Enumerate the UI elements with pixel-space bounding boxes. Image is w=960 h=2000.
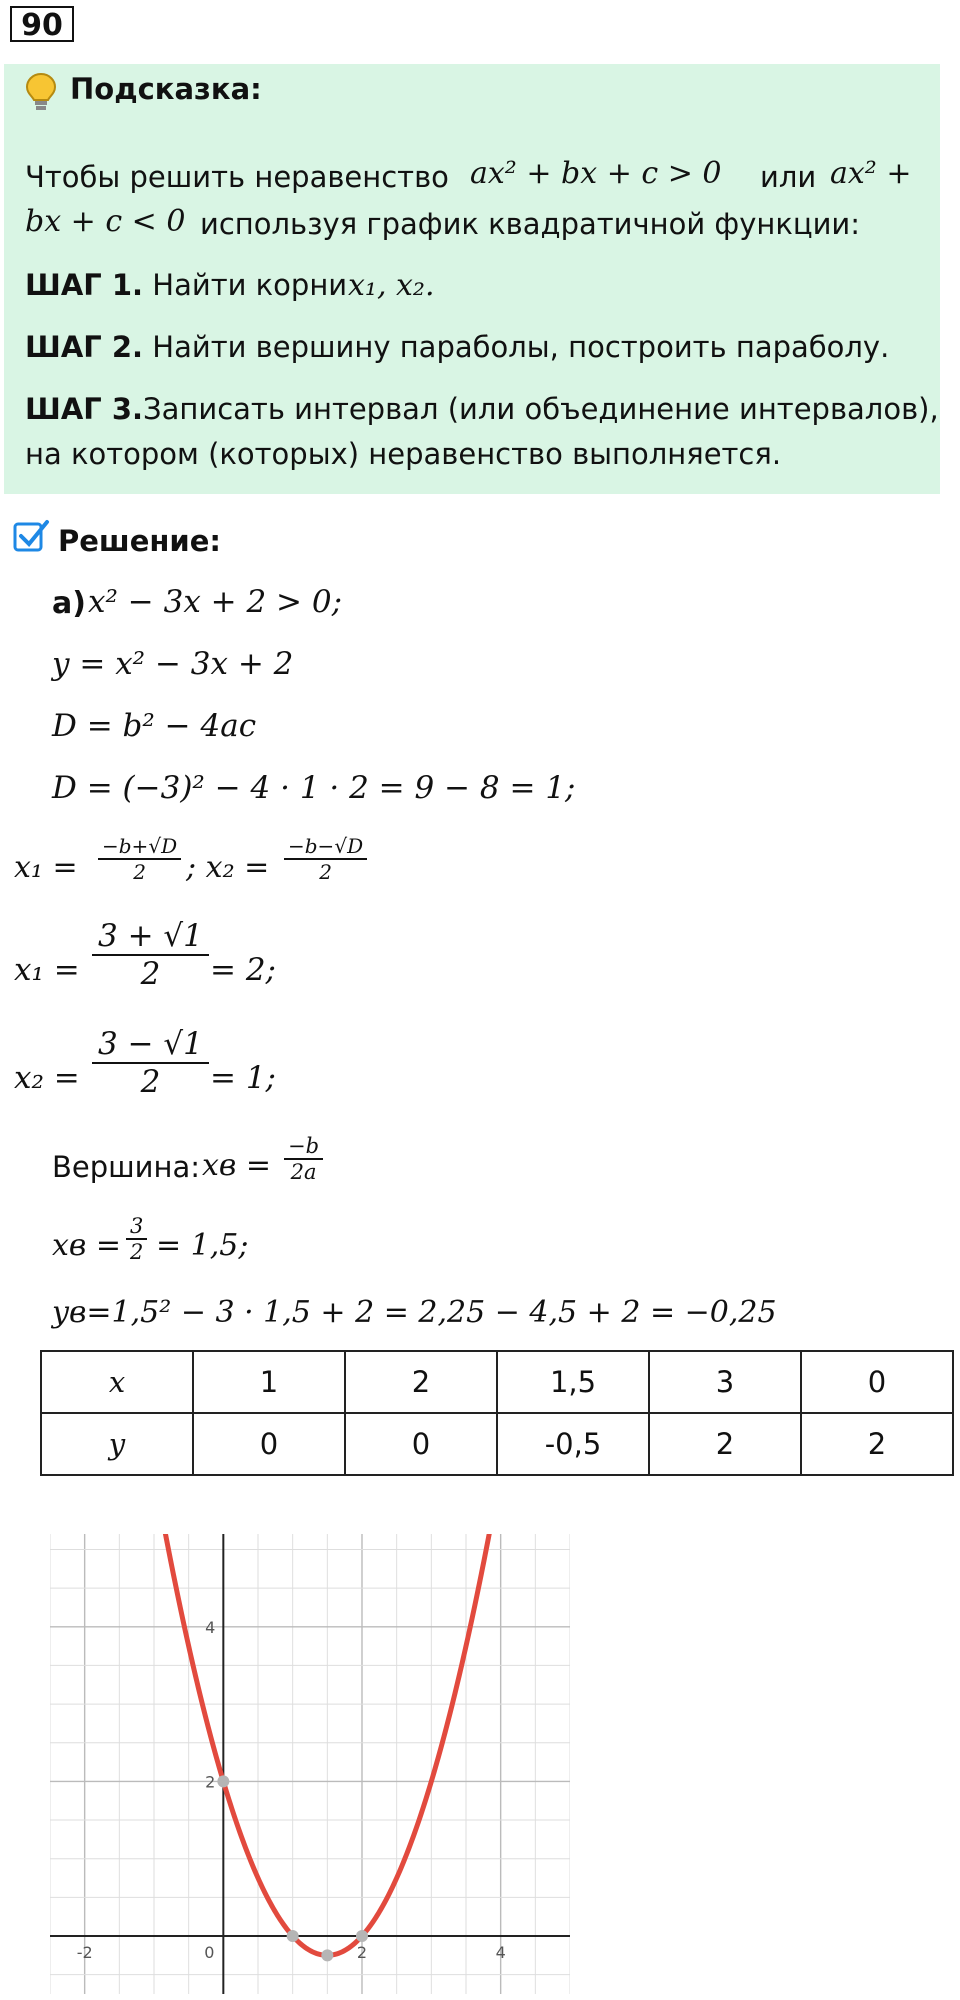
step-1-math: x₁, x₂. [348,268,435,303]
x1-formula-fraction [98,834,181,884]
x-tick-label: 2 [356,1943,368,1963]
step-1-text: Найти корни [152,268,348,302]
vertex-label: Вершина: [52,1150,201,1184]
graph-tick-labels [77,1618,506,1962]
solution-title: Решение: [58,524,222,558]
table-cell: 2 [801,1413,953,1475]
hint-inequality-2-end: bx + c < 0 [25,204,186,239]
table-cell: -0,5 [497,1413,649,1475]
x1-formula-lhs: x₁ = [14,850,78,885]
hint-step-2 [25,330,889,364]
hint-line-2: используя график квадратичной функции: [200,207,861,241]
hint-step-1 [25,268,347,302]
inequality-line: x² − 3x + 2 > 0; [88,584,343,620]
step-3-label: ШАГ 3. [25,392,144,426]
hint-intro-text: Чтобы решить неравенство [25,160,449,194]
x1-calc-result: = 2; [210,952,276,988]
xv-denominator: 2 [130,1240,144,1264]
table-row-y [41,1413,953,1475]
table-cell: 2 [649,1413,801,1475]
x2-calc-fraction [92,1026,209,1100]
table-cell: 1 [193,1351,345,1413]
graph-point [287,1930,299,1942]
table-row-x [41,1351,953,1413]
x1-calc-denominator: 2 [140,956,161,992]
x2-calc-numerator: 3 − √1 [92,1026,209,1064]
discriminant-formula: D = b² − 4ac [52,708,257,744]
hint-title: Подсказка: [70,72,262,106]
x1-calc-numerator: 3 + √1 [92,918,209,956]
x2-calc-denominator: 2 [140,1064,161,1100]
table-cell: 0 [345,1413,497,1475]
discriminant-calc: D = (−3)² − 4 · 1 · 2 = 9 − 8 = 1; [52,770,576,806]
table-header-x: x [41,1351,193,1413]
graph-axes [50,1534,570,1994]
x2-calc-lhs: x₂ = [14,1060,80,1096]
step-2-label: ШАГ 2. [25,330,144,364]
x-tick-label: 0 [204,1943,215,1963]
function-line: y = x² − 3x + 2 [52,646,294,682]
xv-fraction [126,1214,147,1264]
x-tick-label: -2 [76,1943,93,1963]
parabola-curve [161,1534,492,1955]
xv-result: = 1,5; [156,1228,249,1263]
xv-numerator: 3 [126,1214,147,1240]
table-cell: 2 [345,1351,497,1413]
x2-formula-denominator: 2 [319,860,332,884]
step-2-text: Найти вершину параболы, построить параболу. [152,330,890,364]
table-cell: 1,5 [497,1351,649,1413]
graph-grid [50,1534,570,1994]
x1-calc-fraction [92,918,209,992]
step-3-text-1: Записать интервал (или объединение интервалов), [143,392,939,426]
x2-formula-fraction [284,834,367,884]
hint-or-word: или [760,160,817,194]
values-table [40,1350,954,1476]
hint-inequality-1: ax² + bx + c > 0 [470,156,722,191]
vertex-numerator: −b [284,1134,323,1160]
graph-point [217,1775,229,1787]
hint-inequality-2-start: ax² + [830,156,912,191]
vertex-formula-lhs: xв = [202,1148,272,1183]
table-header-y: y [41,1413,193,1475]
y-tick-label: 4 [205,1617,216,1637]
x2-calc-result: = 1; [210,1060,276,1096]
task-number: 90 [10,6,74,42]
x2-formula-numerator: −b−√D [284,834,367,860]
table-cell: 3 [649,1351,801,1413]
vertex-denominator: 2a [290,1160,317,1184]
step-1-label: ШАГ 1. [25,268,144,302]
vertex-formula-fraction [284,1134,323,1184]
step-3-text-2: на котором (которых) неравенство выполняется. [25,437,782,471]
x2-formula-lhs: ; x₂ = [186,850,270,885]
graph-point [356,1930,368,1942]
parabola-graph [50,1534,570,1994]
checkbox-checked-icon [12,518,50,556]
table-cell: 0 [193,1413,345,1475]
yv-line: yв=1,5² − 3 · 1,5 + 2 = 2,25 − 4,5 + 2 = −0,25 [52,1295,777,1330]
table-cell: 0 [801,1351,953,1413]
part-label: а) [52,586,86,621]
xv-lhs: xв = [52,1228,122,1263]
x1-formula-denominator: 2 [133,860,146,884]
hint-step-3 [25,392,939,426]
y-tick-label: 2 [205,1772,216,1792]
hint-line-1 [25,160,449,194]
graph-point [321,1949,333,1961]
x1-formula-numerator: −b+√D [98,834,181,860]
lightbulb-icon [24,72,58,112]
x1-calc-lhs: x₁ = [14,952,80,988]
x-tick-label: 4 [495,1943,506,1963]
